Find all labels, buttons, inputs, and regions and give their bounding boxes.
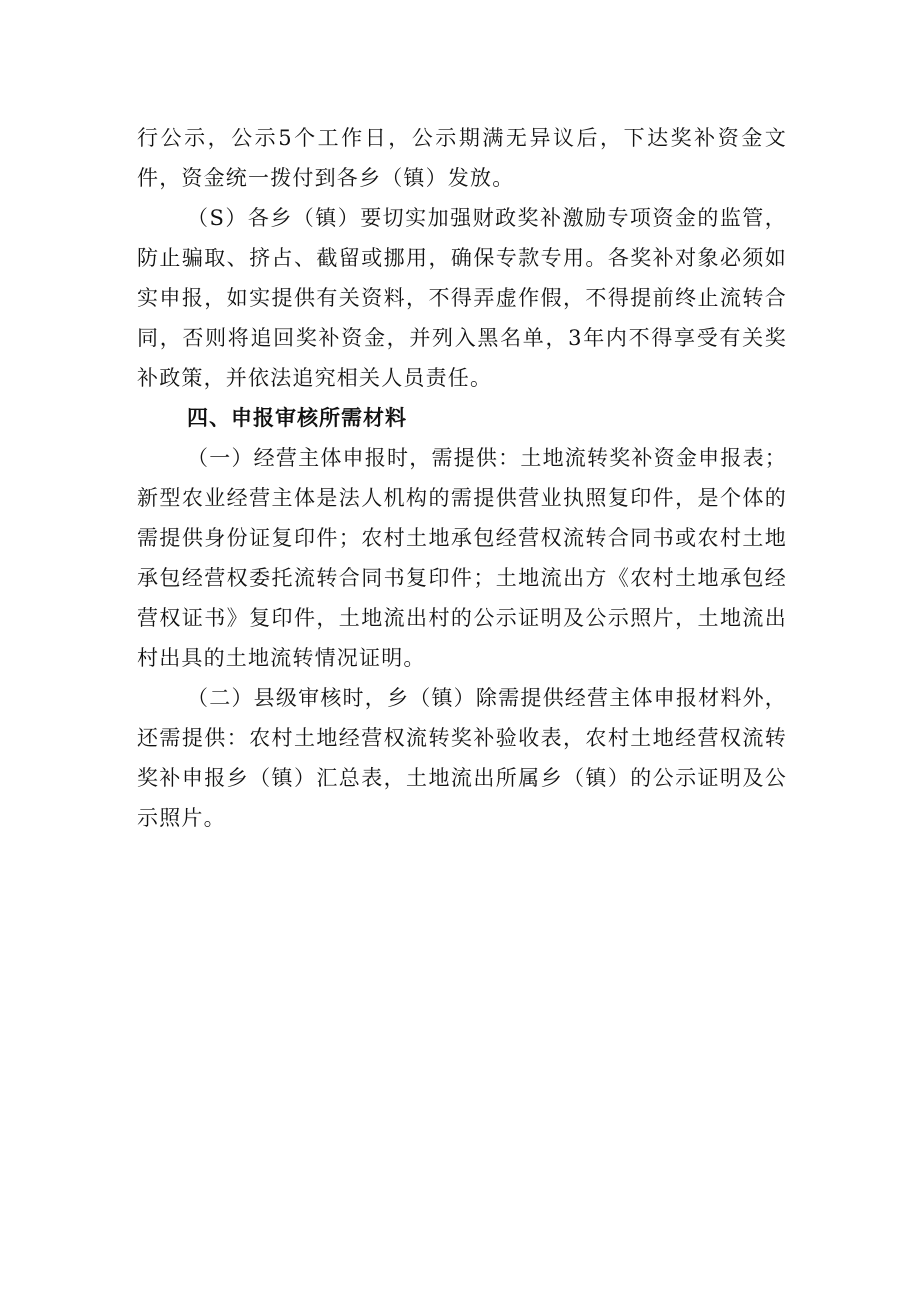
section-heading: 四、申报审核所需材料 <box>187 406 407 430</box>
paragraph-continuation: 行公示，公示5个工作日，公示期满无异议后，下达奖补资金文件，资金统一拨付到各乡（镇）发放。 <box>137 126 787 190</box>
paragraph-item-2: （二）县级审核时，乡（镇）除需提供经营主体申报材料外，还需提供：农村土地经营权流转奖补验收表，农村土地经营权流转奖补申报乡（镇）汇总表，土地流出所属乡（镇）的公示证明及公示照片。 <box>137 686 787 830</box>
paragraph-item-5: （S）各乡（镇）要切实加强财政奖补激励专项资金的监管，防止骗取、挤占、截留或挪用，确保专款专用。各奖补对象必须如实申报，如实提供有关资料，不得弄虚作假，不得提前终止流转合同，否则将追回奖补资金，并列入黑名单，3年内不得享受有关奖补政策，并依法追究相关人员责任。 <box>137 206 787 390</box>
document-body <box>137 118 787 838</box>
paragraph-item-1: （一）经营主体申报时，需提供：土地流转奖补资金申报表；新型农业经营主体是法人机构的需提供营业执照复印件，是个体的需提供身份证复印件；农村土地承包经营权流转合同书或农村土地承包经营权委托流转合同书复印件；土地流出方《农村土地承包经营权证书》复印件，土地流出村的公示证明及公示照片，土地流出村出具的土地流转情况证明。 <box>137 446 787 670</box>
